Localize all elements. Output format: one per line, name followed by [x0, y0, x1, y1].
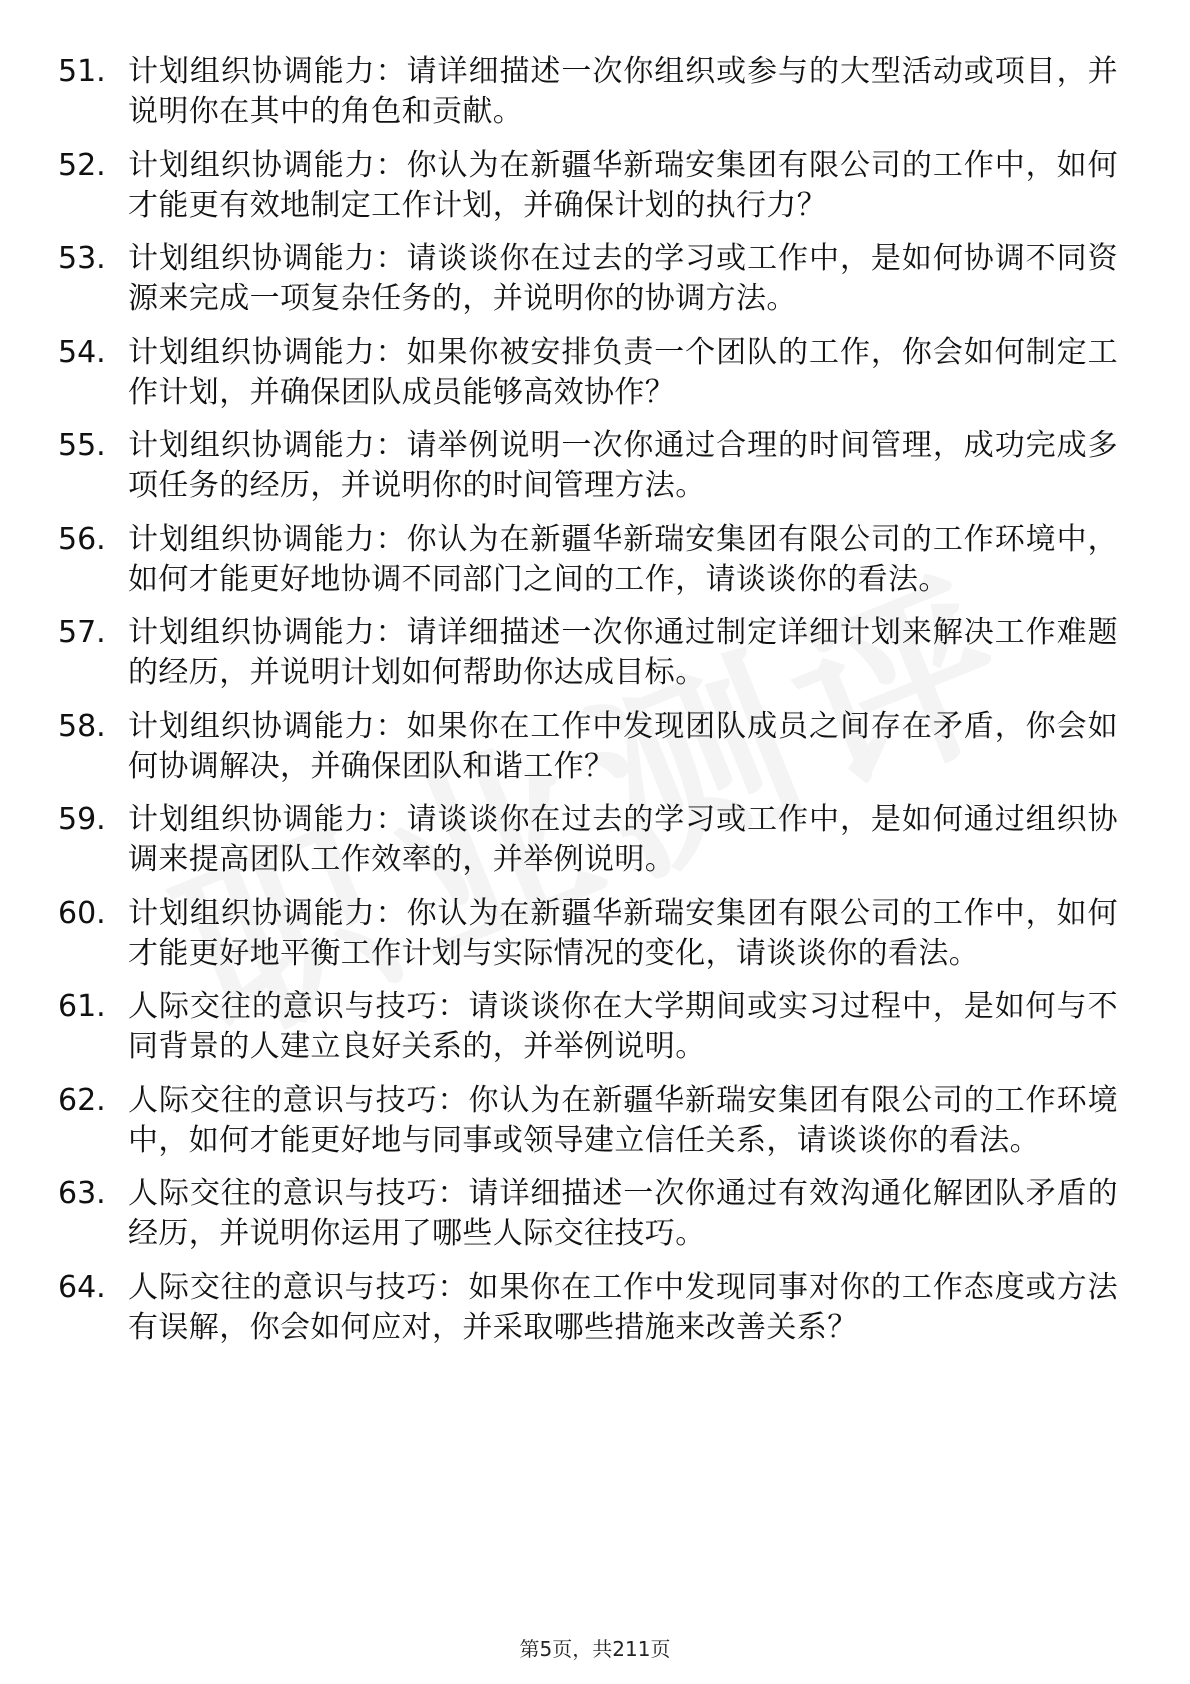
question-text: 人际交往的意识与技巧：你认为在新疆华新瑞安集团有限公司的工作环境中，如何才能更好地与同事或领导建立信任关系，请谈谈你的看法。 [128, 1082, 1118, 1158]
question-number: 64. [58, 1269, 106, 1305]
question-number: 62. [58, 1082, 106, 1118]
question-text: 人际交往的意识与技巧：请谈谈你在大学期间或实习过程中，是如何与不同背景的人建立良好关系的，并举例说明。 [128, 989, 1118, 1064]
question-number: 57. [58, 615, 106, 650]
question-number: 53. [58, 241, 106, 276]
question-item [58, 239, 1118, 319]
question-number: 60. [58, 895, 106, 931]
question-item [58, 1174, 1118, 1254]
question-number: 55. [58, 428, 106, 463]
question-item [58, 894, 1118, 974]
question-item [58, 800, 1118, 880]
question-item [58, 1268, 1118, 1348]
question-number: 63. [58, 1176, 106, 1211]
question-text: 计划组织协调能力：请谈谈你在过去的学习或工作中，是如何通过组织协调来提高团队工作效率的，并举例说明。 [128, 802, 1118, 877]
question-number: 51. [58, 54, 106, 89]
question-text: 计划组织协调能力：你认为在新疆华新瑞安集团有限公司的工作环境中，如何才能更好地协调不同部门之间的工作，请谈谈你的看法。 [128, 521, 1118, 597]
question-text: 计划组织协调能力：请详细描述一次你通过制定详细计划来解决工作难题的经历，并说明计划如何帮助你达成目标。 [128, 615, 1118, 690]
question-item [58, 333, 1118, 413]
question-text: 计划组织协调能力：如果你被安排负责一个团队的工作，你会如何制定工作计划，并确保团队成员能够高效协作？ [128, 334, 1118, 410]
question-text: 人际交往的意识与技巧：请详细描述一次你通过有效沟通化解团队矛盾的经历，并说明你运用了哪些人际交往技巧。 [128, 1176, 1118, 1251]
question-item [58, 707, 1118, 787]
question-text: 计划组织协调能力：请详细描述一次你组织或参与的大型活动或项目，并说明你在其中的角色和贡献。 [128, 54, 1118, 129]
question-text: 计划组织协调能力：你认为在新疆华新瑞安集团有限公司的工作中，如何才能更好地平衡工作计划与实际情况的变化，请谈谈你的看法。 [128, 895, 1118, 971]
question-item [58, 52, 1118, 132]
question-text: 计划组织协调能力：如果你在工作中发现团队成员之间存在矛盾，你会如何协调解决，并确保团队和谐工作？ [128, 708, 1118, 784]
question-number: 58. [58, 708, 106, 744]
question-text: 计划组织协调能力：请举例说明一次你通过合理的时间管理，成功完成多项任务的经历，并说明你的时间管理方法。 [128, 428, 1118, 503]
question-text: 人际交往的意识与技巧：如果你在工作中发现同事对你的工作态度或方法有误解，你会如何应对，并采取哪些措施来改善关系？ [128, 1269, 1118, 1345]
question-list [58, 52, 1118, 1361]
page-number-footer: 第5页，共211页 [519, 1637, 671, 1661]
question-text: 计划组织协调能力：请谈谈你在过去的学习或工作中，是如何协调不同资源来完成一项复杂任务的，并说明你的协调方法。 [128, 241, 1118, 316]
question-number: 52. [58, 147, 106, 183]
question-text: 计划组织协调能力：你认为在新疆华新瑞安集团有限公司的工作中，如何才能更有效地制定工作计划，并确保计划的执行力？ [128, 147, 1118, 223]
question-number: 61. [58, 989, 106, 1024]
question-item [58, 520, 1118, 600]
question-number: 59. [58, 802, 106, 837]
question-number: 54. [58, 334, 106, 370]
question-item [58, 613, 1118, 693]
question-item [58, 426, 1118, 506]
question-item [58, 987, 1118, 1067]
question-number: 56. [58, 521, 106, 557]
question-item [58, 1081, 1118, 1161]
question-item [58, 146, 1118, 226]
